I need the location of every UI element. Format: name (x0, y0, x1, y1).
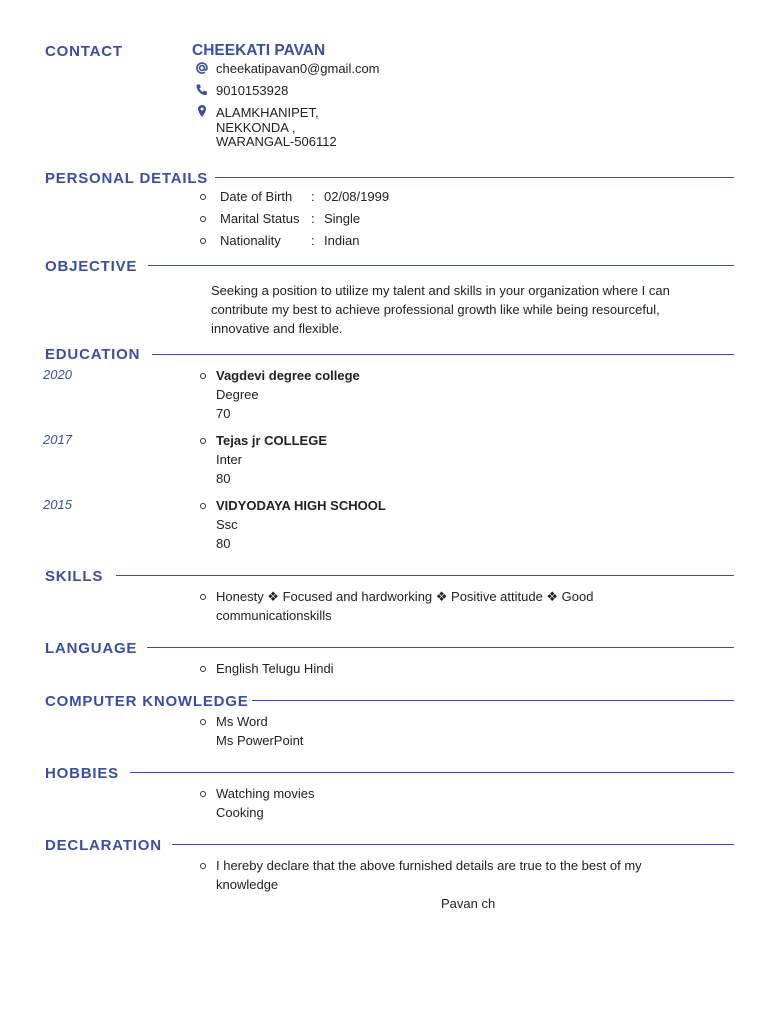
bullet (200, 666, 206, 672)
phone-icon (195, 83, 209, 97)
school-name: VIDYODAYA HIGH SCHOOL (216, 498, 386, 513)
declaration-heading: DECLARATION (45, 837, 162, 854)
nationality-value: Indian (324, 233, 360, 248)
language-heading: LANGUAGE (45, 640, 138, 657)
address-line: NEKKONDA , (216, 120, 296, 135)
score: 80 (216, 471, 231, 486)
declaration-line: knowledge (216, 877, 279, 892)
education-year: 2017 (43, 432, 72, 447)
location-pin-icon (195, 104, 209, 118)
section-divider (147, 647, 734, 648)
dob-label: Date of Birth (220, 189, 293, 204)
signature-name: Pavan ch (441, 896, 496, 911)
language-text: English Telugu Hindi (216, 661, 334, 676)
bullet (200, 238, 206, 244)
course-name: Ssc (216, 517, 238, 532)
section-divider (215, 177, 734, 178)
nationality-label: Nationality (220, 233, 281, 248)
bullet (200, 594, 206, 600)
address-line: WARANGAL-506112 (216, 134, 337, 149)
objective-line: contribute my best to achieve professional growth like while being resourceful, (211, 302, 660, 317)
skills-heading: SKILLS (45, 568, 104, 585)
computer-knowledge-heading: COMPUTER KNOWLEDGE (45, 693, 249, 710)
hobby-item: Watching movies (216, 786, 315, 801)
bullet (200, 373, 206, 379)
bullet (200, 791, 206, 797)
computer-item: Ms PowerPoint (216, 733, 304, 748)
separator: : (311, 233, 315, 248)
dob-value: 02/08/1999 (324, 189, 390, 204)
education-year: 2015 (43, 497, 72, 512)
section-divider (172, 844, 734, 845)
contact-phone[interactable]: 9010153928 (216, 83, 289, 98)
separator: : (311, 189, 315, 204)
education-heading: EDUCATION (45, 346, 141, 363)
score: 70 (216, 406, 231, 421)
marital-status-label: Marital Status (220, 211, 300, 226)
hobby-item: Cooking (216, 805, 264, 820)
marital-status-value: Single (324, 211, 361, 226)
separator: : (311, 211, 315, 226)
bullet (200, 863, 206, 869)
score: 80 (216, 536, 231, 551)
hobbies-heading: HOBBIES (45, 765, 119, 782)
school-name: Vagdevi degree college (216, 368, 360, 383)
education-year: 2020 (43, 367, 72, 382)
section-divider (116, 575, 734, 576)
declaration-line: I hereby declare that the above furnished details are true to the best of my (216, 858, 642, 873)
bullet (200, 719, 206, 725)
personal-details-heading: PERSONAL DETAILS (45, 170, 209, 187)
bullet (200, 503, 206, 509)
bullet (200, 194, 206, 200)
objective-line: Seeking a position to utilize my talent and skills in your organization where I can (211, 283, 670, 298)
skills-line: communicationskills (216, 608, 332, 623)
contact-heading: CONTACT (45, 43, 123, 60)
computer-item: Ms Word (216, 714, 268, 729)
address-line: ALAMKHANIPET, (216, 105, 319, 120)
school-name: Tejas jr COLLEGE (216, 433, 328, 448)
section-divider (130, 772, 734, 773)
candidate-name: CHEEKATI PAVAN (192, 42, 326, 59)
skills-line: Honesty ❖ Focused and hardworking ❖ Positive attitude ❖ Good (216, 589, 594, 604)
section-divider (148, 265, 734, 266)
course-name: Degree (216, 387, 259, 402)
contact-email[interactable]: cheekatipavan0@gmail.com (216, 61, 380, 76)
section-divider (152, 354, 734, 355)
objective-text (211, 281, 711, 338)
at-icon (195, 61, 209, 75)
bullet (200, 216, 206, 222)
course-name: Inter (216, 452, 243, 467)
section-divider (252, 700, 734, 701)
objective-line: innovative and flexible. (211, 321, 343, 336)
objective-heading: OBJECTIVE (45, 258, 138, 275)
bullet (200, 438, 206, 444)
